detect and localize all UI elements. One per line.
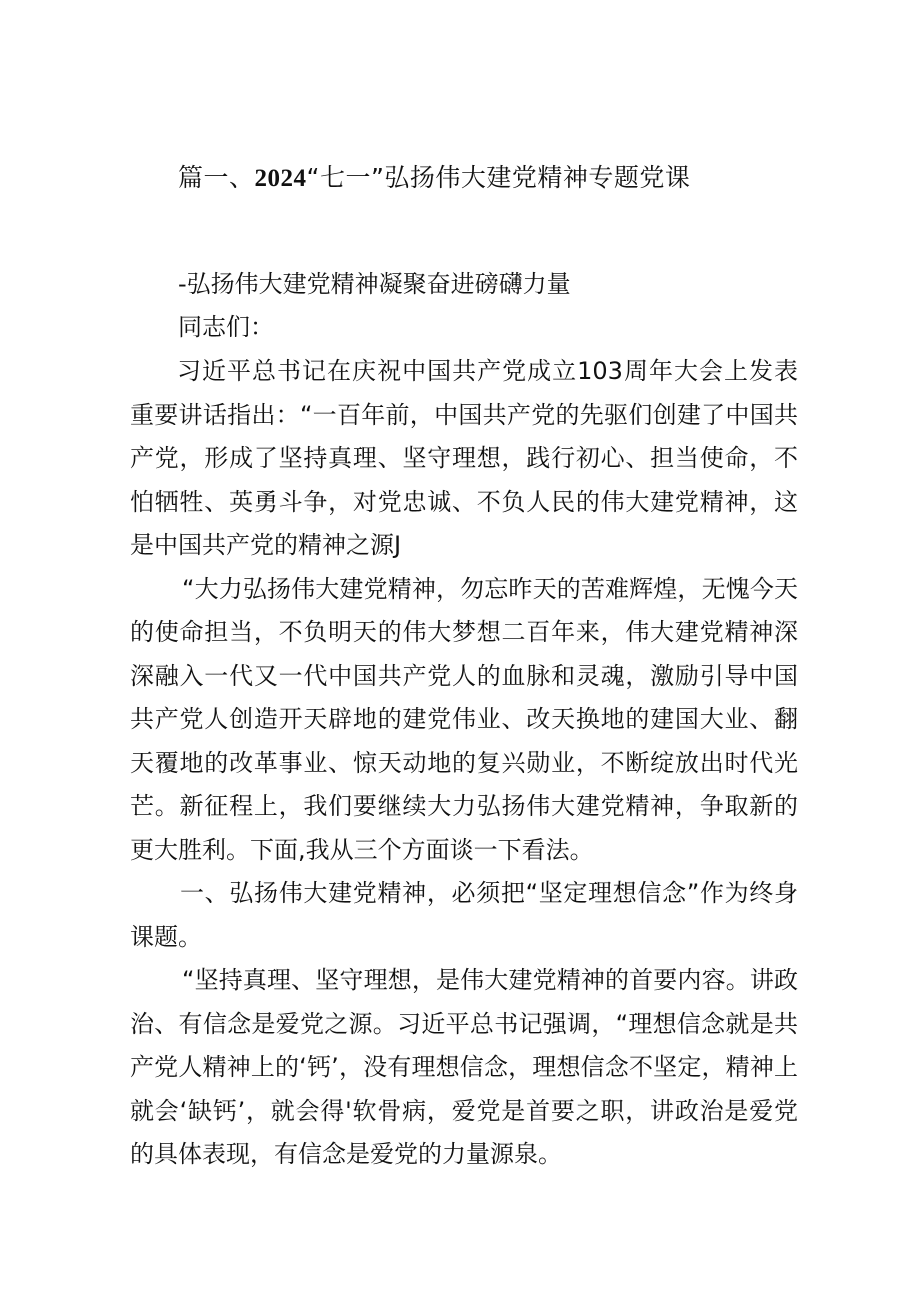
salutation: 同志们： (178, 313, 274, 341)
document-body (130, 350, 798, 1177)
paragraph-3: “坚持真理、坚守理想，是伟大建党精神的首要内容。讲政治、有信念是爱党之源。习近平总书记强调，“理想信念就是共产党人精神上的‘钙’，没有理想信念，理想信念不坚定，精神上就会‘缺钙’，就会得'软骨病，爱党是首要之职，讲政治是爱党的具体表现，有信念是爱党的力量源泉。 (130, 966, 798, 1168)
document-title (178, 158, 690, 199)
paragraph-1: 习近平总书记在庆祝中国共产党成立103周年大会上发表重要讲话指出：“一百年前，中国共产党的先驱们创建了中国共产党，形成了坚持真理、坚守理想，践行初心、担当使命，不怕牺牲、英勇斗争，对党忠诚、不负人民的伟大建党精神，这是中国共产党的精神之源J (130, 357, 798, 559)
section-heading-1: 一、弘扬伟大建党精神，必须把“坚定理想信念”作为终身课题。 (130, 879, 798, 951)
document-subtitle: -弘扬伟大建党精神凝聚奋进磅礴力量 (178, 270, 571, 298)
title-prefix: 篇一、 (178, 163, 255, 192)
title-year: 2024 (254, 165, 307, 192)
title-rest: “七一”弘扬伟大建党精神专题党课 (306, 163, 691, 192)
paragraph-2: “大力弘扬伟大建党精神，勿忘昨天的苦难辉煌，无愧今天的使命担当，不负明天的伟大梦想二百年来，伟大建党精神深深融入一代又一代中国共产党人的血脉和灵魂，激励引导中国共产党人创造开天辟地的建党伟业、改天换地的建国大业、翻天覆地的改革事业、惊天动地的复兴勋业，不断绽放出时代光芒。新征程上，我们要继续大力弘扬伟大建党精神，争取新的更大胜利。下面,我从三个方面谈一下看法。 (130, 574, 798, 864)
